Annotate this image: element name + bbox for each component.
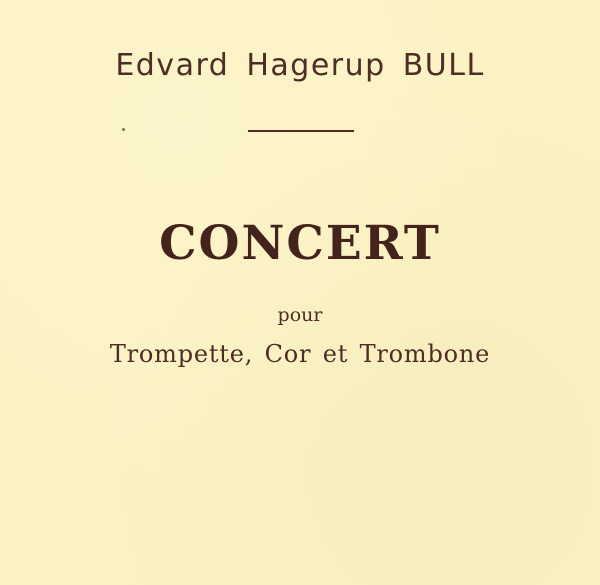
divider-rule (248, 130, 354, 132)
subtitle-pour: pour (277, 304, 323, 326)
paper-speck (122, 128, 125, 131)
work-title: CONCERT (159, 216, 441, 271)
composer-name: Edvard Hagerup BULL (115, 48, 485, 83)
instrumentation: Trompette, Cor et Trombone (109, 340, 491, 368)
